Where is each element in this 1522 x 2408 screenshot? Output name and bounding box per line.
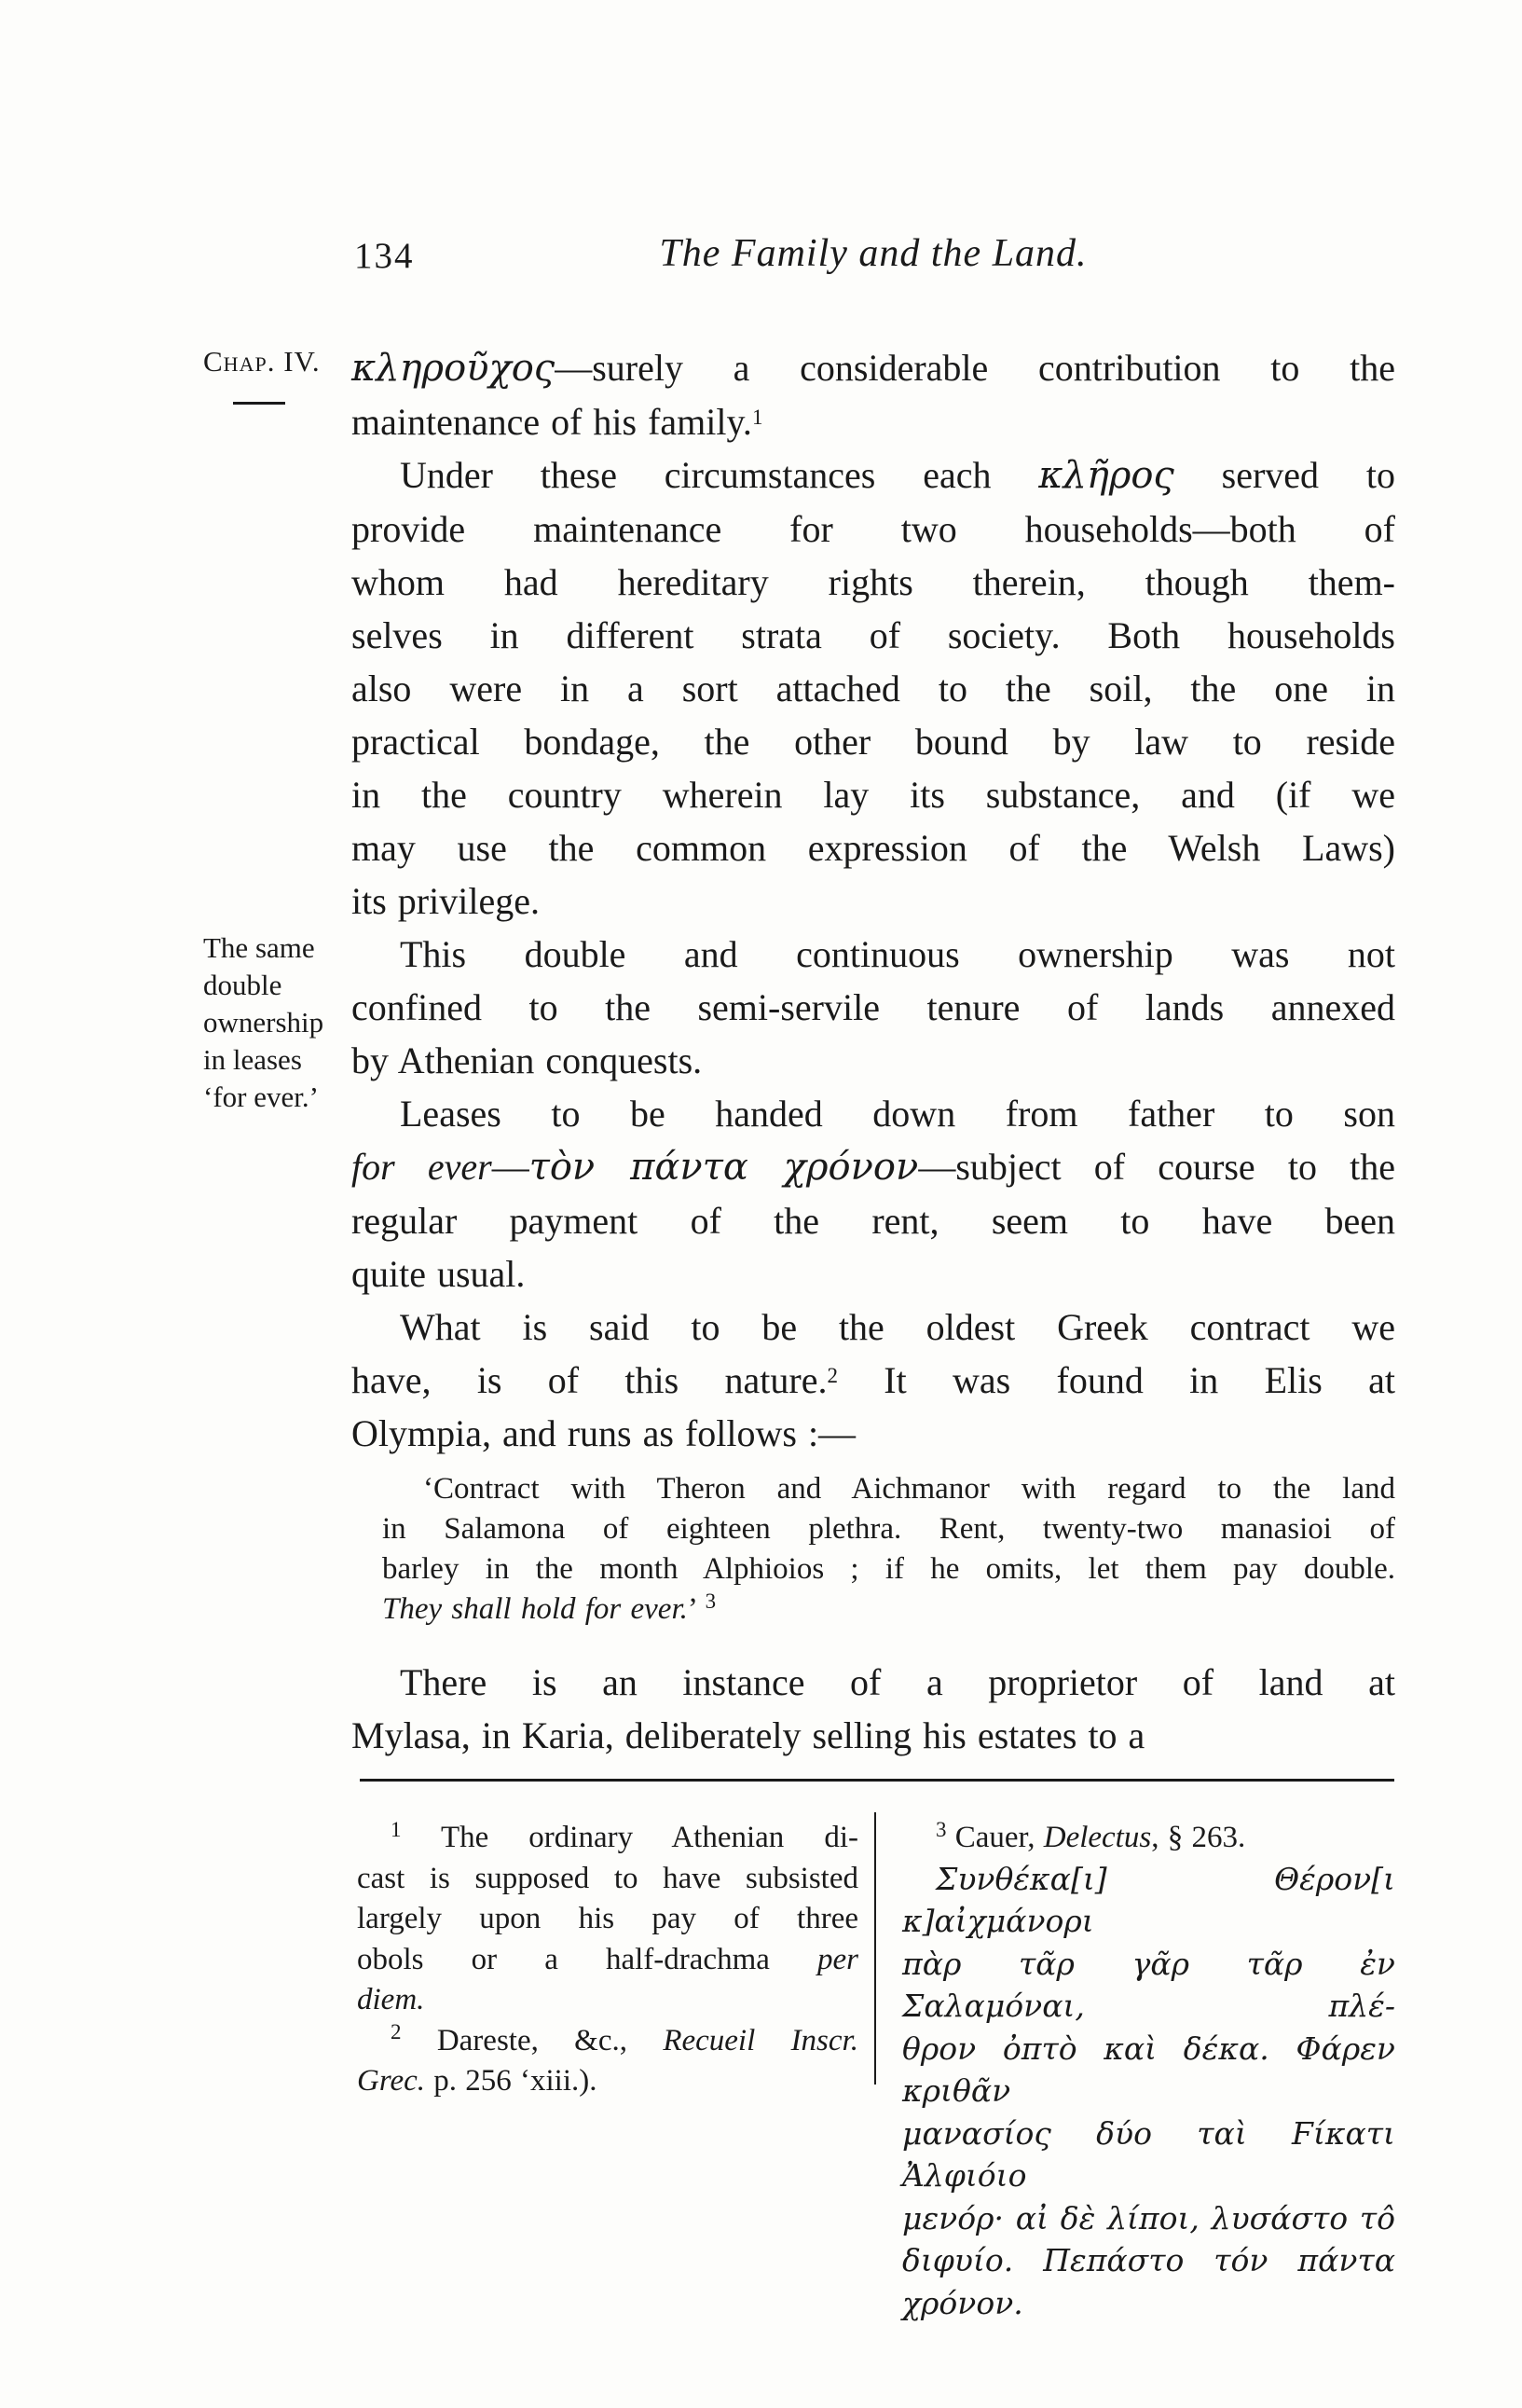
text-segment: ’ xyxy=(687,1592,698,1626)
text-line xyxy=(351,768,1395,821)
text-line xyxy=(351,981,1395,1034)
text-line xyxy=(357,1859,858,1900)
text-segment: maintenance of his family. xyxy=(351,401,752,443)
footnote-reference: 2 xyxy=(391,2020,402,2043)
greek-text: κληροῦχος xyxy=(351,347,555,390)
paragraph-1 xyxy=(351,341,1395,448)
text-line xyxy=(351,874,1395,928)
text-segment: p. 256 ‘xiii.). xyxy=(425,2064,597,2098)
paragraph-5 xyxy=(351,1300,1395,1460)
text-line xyxy=(902,1859,1395,1944)
chapter-margin-note: Chap. IV. xyxy=(203,345,321,378)
text-segment: confined to the semi-servile tenure of lands annexed xyxy=(351,986,1395,1028)
margin-side-note xyxy=(203,929,348,1116)
text-segment: may use the common expression of the Welsh Laws) xyxy=(351,827,1395,869)
text-segment: in the country wherein lay its substance, and (if we xyxy=(351,774,1395,816)
text-line xyxy=(382,1469,1395,1509)
text-line xyxy=(351,341,1395,395)
greek-text: κλῆρος xyxy=(1038,454,1174,497)
text-line xyxy=(357,1899,858,1940)
text-line xyxy=(351,1140,1395,1194)
text-line xyxy=(351,556,1395,609)
text-line xyxy=(357,1940,858,1981)
greek-text: Συνθέκα[ι] Θέρον[ι κ]αἰχμάνορι xyxy=(902,1860,1395,1939)
side-note-line: double xyxy=(203,969,282,1001)
text-line xyxy=(902,2113,1395,2198)
text-segment: —subject of course to the xyxy=(918,1146,1396,1188)
text-segment: largely upon his pay of three xyxy=(357,1902,858,1935)
text-line xyxy=(902,2240,1395,2325)
text-line xyxy=(902,1944,1395,2029)
text-segment: , § 263. xyxy=(1151,1821,1246,1854)
text-segment: cast is supposed to have subsisted xyxy=(357,1861,858,1895)
text-segment: obols or a half-drachma xyxy=(357,1942,817,1976)
text-line xyxy=(351,395,1395,448)
text-line xyxy=(351,928,1395,981)
text-line xyxy=(351,1034,1395,1087)
text-segment: Leases to be handed down from father to son xyxy=(400,1093,1395,1135)
text-segment: Under these circumstances each xyxy=(400,454,1039,496)
side-note-line: ‘for ever.’ xyxy=(203,1080,319,1113)
running-title: The Family and the Land. xyxy=(659,232,1088,275)
text-segment: Grec. xyxy=(357,2064,425,2098)
side-note-line: in leases xyxy=(203,1043,302,1076)
text-line xyxy=(382,1509,1395,1549)
text-segment: also were in a sort attached to the soil, the one in xyxy=(351,667,1395,709)
text-segment: provide maintenance for two households—both of xyxy=(351,508,1395,550)
paragraph-6 xyxy=(351,1656,1395,1762)
text-segment: Olympia, and runs as follows :— xyxy=(351,1412,857,1454)
text-segment: Mylasa, in Karia, deliberately selling his estates to a xyxy=(351,1714,1145,1756)
text-segment: per xyxy=(817,1942,858,1976)
text-segment: by Athenian conquests. xyxy=(351,1039,703,1081)
text-segment: for ever xyxy=(351,1146,492,1188)
text-line xyxy=(351,662,1395,715)
text-segment: barley in the month Alphioios ; if he omits, let them pay double. xyxy=(382,1552,1395,1586)
footnote-reference: 1 xyxy=(391,1817,402,1841)
greek-text: μενόρ· αἰ δὲ λίποι, λυσάστο τô xyxy=(902,2199,1395,2236)
text-line xyxy=(351,502,1395,556)
text-line xyxy=(902,2029,1395,2113)
text-line xyxy=(351,715,1395,768)
greek-text: πὰρ τᾶρ γᾶρ τᾶρ ἐν Σαλαμόναι, πλέ- xyxy=(902,1945,1395,2024)
side-note-line: ownership xyxy=(203,1006,324,1039)
text-segment: — xyxy=(491,1146,529,1188)
footnote-reference: 1 xyxy=(751,405,763,429)
text-segment: Cauer, xyxy=(946,1821,1044,1854)
text-line xyxy=(382,1589,1395,1630)
text-segment: diem. xyxy=(357,1983,425,2016)
paragraph-2 xyxy=(351,448,1395,928)
page-number: 134 xyxy=(354,236,415,276)
text-segment: It was found in Elis at xyxy=(837,1359,1395,1401)
greek-text: τὸν πάντα χρόνον xyxy=(528,1146,919,1189)
text-segment: in Salamona of eighteen plethra. Rent, twenty-two manasioi of xyxy=(382,1512,1395,1546)
greek-text: μανασίος δύο ταὶ Ϝίκατι Ἀλφιόιο xyxy=(902,2114,1395,2194)
footnote-column-divider xyxy=(874,1812,876,2085)
text-segment: quite usual. xyxy=(351,1253,526,1295)
text-line xyxy=(357,2021,858,2062)
text-line xyxy=(902,2198,1395,2241)
chapter-note-rule xyxy=(233,402,285,405)
text-line xyxy=(351,448,1395,502)
contract-blockquote xyxy=(382,1469,1395,1630)
text-line xyxy=(351,1194,1395,1247)
text-line xyxy=(357,1980,858,2021)
greek-text: θρον ὀπτὸ καὶ δέκα. Φάρεν κριθᾶν xyxy=(902,2030,1395,2109)
footnote-right-column xyxy=(902,1818,1395,2325)
body-text xyxy=(351,341,1395,1762)
footnote-reference: 3 xyxy=(697,1589,717,1613)
text-segment: its privilege. xyxy=(351,880,540,922)
text-line xyxy=(351,1247,1395,1300)
text-segment: served to xyxy=(1173,454,1395,496)
text-line xyxy=(351,1656,1395,1709)
text-segment: Recueil Inscr. xyxy=(663,2023,858,2057)
text-line xyxy=(351,1087,1395,1140)
text-segment: —surely a considerable contribution to the xyxy=(555,347,1395,389)
text-segment: There is an instance of a proprietor of land at xyxy=(400,1661,1395,1703)
text-segment: have, is of this nature. xyxy=(351,1359,828,1401)
text-segment: whom had hereditary rights therein, though them- xyxy=(351,561,1395,603)
text-line xyxy=(357,2061,858,2102)
text-segment: This double and continuous ownership was not xyxy=(400,933,1395,975)
text-segment: Dareste, &c., xyxy=(401,2023,664,2057)
text-line xyxy=(357,1818,858,1859)
side-note-line: The same xyxy=(203,931,315,964)
footnote-left-column xyxy=(357,1818,858,2102)
text-segment: practical bondage, the other bound by law to reside xyxy=(351,721,1395,763)
text-segment: They shall hold for ever. xyxy=(382,1592,688,1626)
text-segment: The ordinary Athenian di- xyxy=(401,1821,858,1854)
footnote-reference: 3 xyxy=(936,1817,947,1841)
footnote-reference: 2 xyxy=(827,1363,838,1387)
text-line xyxy=(902,1818,1395,1859)
text-line xyxy=(382,1549,1395,1589)
text-segment: What is said to be the oldest Greek contract we xyxy=(400,1306,1395,1348)
text-segment: selves in different strata of society. Both households xyxy=(351,614,1395,656)
text-segment: regular payment of the rent, seem to have been xyxy=(351,1200,1395,1242)
text-line xyxy=(351,1709,1395,1762)
footnote-separator-rule xyxy=(360,1779,1394,1782)
text-segment: Delectus xyxy=(1043,1821,1152,1854)
text-line xyxy=(351,821,1395,874)
text-line xyxy=(351,1300,1395,1354)
text-line xyxy=(351,1407,1395,1460)
paragraph-3 xyxy=(351,928,1395,1087)
text-line xyxy=(351,609,1395,662)
text-line xyxy=(351,1354,1395,1407)
paragraph-4 xyxy=(351,1087,1395,1300)
text-segment: ‘Contract with Theron and Aichmanor with regard to the land xyxy=(423,1472,1395,1506)
greek-text: διφυίο. Πεπάστο τόν πάντα χρόνον. xyxy=(902,2242,1395,2321)
